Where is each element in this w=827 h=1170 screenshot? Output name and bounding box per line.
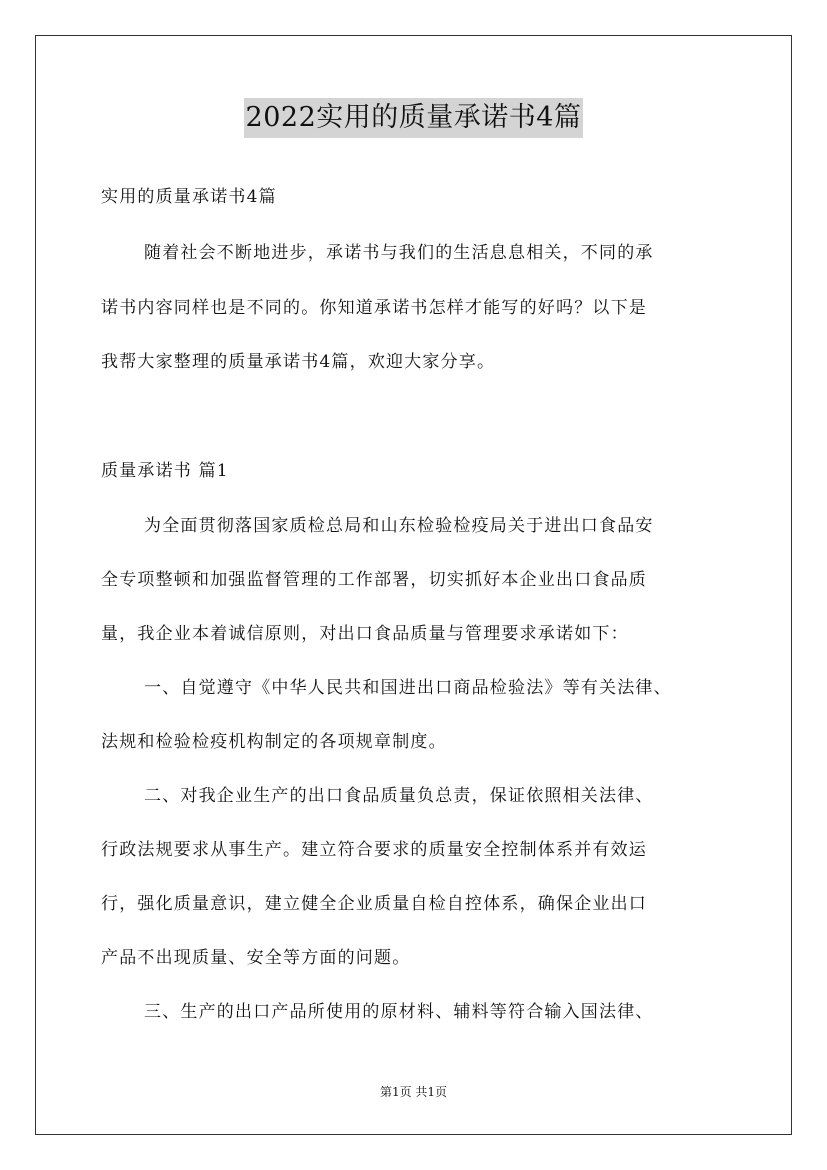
intro-line: 我帮大家整理的质量承诺书4篇，欢迎大家分享。 xyxy=(101,352,496,372)
body-line: 行政法规要求从事生产。建立符合要求的质量安全控制体系并有效运 xyxy=(101,840,647,860)
body-line: 法规和检验检疫机构制定的各项规章制度。 xyxy=(101,732,447,752)
document-title: 2022实用的质量承诺书4篇 xyxy=(244,98,584,138)
body-line: 产品不出现质量、安全等方面的问题。 xyxy=(101,948,411,968)
intro-line: 随着社会不断地进步，承诺书与我们的生活息息相关，不同的承 xyxy=(144,243,654,263)
intro-line: 诺书内容同样也是不同的。你知道承诺书怎样才能写的好吗？以下是 xyxy=(101,298,647,318)
page-footer: 第1页 共1页 xyxy=(379,1085,448,1099)
document-subtitle: 实用的质量承诺书4篇 xyxy=(101,187,277,207)
title-container xyxy=(0,98,827,138)
body-line: 量，我企业本着诚信原则，对出口食品质量与管理要求承诺如下： xyxy=(101,624,629,644)
section-heading: 质量承诺书 篇1 xyxy=(101,461,229,481)
body-line: 行，强化质量意识，建立健全企业质量自检自控体系，确保企业出口 xyxy=(101,894,647,914)
body-line: 三、生产的出口产品所使用的原材料、辅料等符合输入国法律、 xyxy=(144,1002,654,1022)
body-line: 一、自觉遵守《中华人民共和国进出口商品检验法》等有关法律、 xyxy=(144,678,672,698)
body-line: 二、对我企业生产的出口食品质量负总责，保证依照相关法律、 xyxy=(144,786,654,806)
body-line: 为全面贯彻落国家质检总局和山东检验检疫局关于进出口食品安 xyxy=(144,516,654,536)
body-line: 全专项整顿和加强监督管理的工作部署，切实抓好本企业出口食品质 xyxy=(101,570,647,590)
